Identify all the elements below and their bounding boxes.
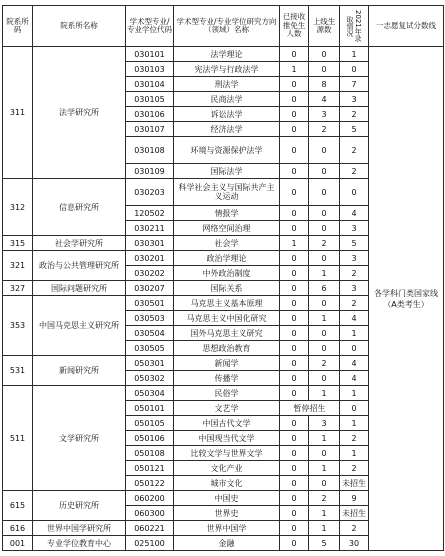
recommended-admits-cell: 0 xyxy=(280,506,309,521)
admissions-2021-cell: 0 xyxy=(340,401,369,416)
major-code-cell: 060200 xyxy=(126,491,174,506)
major-name-cell: 经济法学 xyxy=(174,122,280,137)
department-name-cell: 文学研究所 xyxy=(33,386,126,491)
major-name-cell: 宪法学与行政法学 xyxy=(174,62,280,77)
department-code-cell: 311 xyxy=(3,47,33,179)
recommended-admits-cell: 0 xyxy=(280,77,309,92)
qualified-applicants-cell: 6 xyxy=(309,281,340,296)
recommended-admits-cell: 0 xyxy=(280,164,309,179)
admissions-2021-cell: 4 xyxy=(340,206,369,221)
admissions-table xyxy=(2,5,444,551)
major-name-cell: 环境与资源保护法学 xyxy=(174,137,280,164)
admissions-2021-cell: 3 xyxy=(340,221,369,236)
major-name-cell: 文化产业 xyxy=(174,461,280,476)
recommended-admits-cell: 0 xyxy=(280,446,309,461)
department-code-cell: 321 xyxy=(3,251,33,281)
major-name-cell: 新闻学 xyxy=(174,356,280,371)
recommended-admits-cell: 0 xyxy=(280,311,309,326)
recommended-admits-cell: 0 xyxy=(280,356,309,371)
major-name-cell: 诉讼法学 xyxy=(174,107,280,122)
recommended-admits-cell: 0 xyxy=(280,341,309,356)
major-name-cell: 中国现当代文学 xyxy=(174,431,280,446)
major-code-cell: 025100 xyxy=(126,536,174,551)
major-name-cell: 金融 xyxy=(174,536,280,551)
major-code-cell: 030202 xyxy=(126,266,174,281)
major-name-cell: 网络空间治理 xyxy=(174,221,280,236)
admissions-2021-cell: 0 xyxy=(340,62,369,77)
major-code-cell: 030104 xyxy=(126,77,174,92)
qualified-applicants-cell: 2 xyxy=(309,356,340,371)
qualified-applicants-cell: 0 xyxy=(309,179,340,206)
recommended-admits-cell: 0 xyxy=(280,137,309,164)
qualified-applicants-cell: 4 xyxy=(309,92,340,107)
qualified-applicants-cell: 1 xyxy=(309,461,340,476)
admissions-2021-cell: 2 xyxy=(340,107,369,122)
major-name-cell: 文艺学 xyxy=(174,401,280,416)
major-code-cell: 060221 xyxy=(126,521,174,536)
qualified-applicants-cell: 1 xyxy=(309,521,340,536)
qualified-applicants-cell: 0 xyxy=(309,221,340,236)
major-name-cell: 中国史 xyxy=(174,491,280,506)
admissions-2021-cell: 2 xyxy=(340,164,369,179)
table-row xyxy=(3,47,444,62)
major-name-cell: 民商法学 xyxy=(174,92,280,107)
recommended-admits-cell: 0 xyxy=(280,296,309,311)
department-code-cell: 315 xyxy=(3,236,33,251)
table-body xyxy=(3,47,444,551)
recommended-admits-cell: 0 xyxy=(280,431,309,446)
major-code-cell: 030108 xyxy=(126,137,174,164)
qualified-applicants-cell: 8 xyxy=(309,77,340,92)
major-code-cell: 050122 xyxy=(126,476,174,491)
major-code-cell: 030207 xyxy=(126,281,174,296)
qualified-applicants-cell: 0 xyxy=(309,371,340,386)
major-name-cell: 民俗学 xyxy=(174,386,280,401)
major-code-cell: 050105 xyxy=(126,416,174,431)
major-code-cell: 030201 xyxy=(126,251,174,266)
header-major-code: 学术型专业/专业学位代码 xyxy=(126,6,174,47)
admissions-2021-cell: 7 xyxy=(340,77,369,92)
qualified-applicants-cell: 0 xyxy=(309,341,340,356)
major-name-cell: 政治学理论 xyxy=(174,251,280,266)
recommended-admits-cell: 1 xyxy=(280,236,309,251)
major-code-cell: 050121 xyxy=(126,461,174,476)
major-code-cell: 050304 xyxy=(126,386,174,401)
major-name-cell: 法学理论 xyxy=(174,47,280,62)
header-row xyxy=(3,6,444,47)
recommended-admits-cell: 0 xyxy=(280,266,309,281)
qualified-applicants-cell: 2 xyxy=(309,236,340,251)
major-name-cell: 传播学 xyxy=(174,371,280,386)
department-name-cell: 中国马克思主义研究所 xyxy=(33,296,126,356)
department-name-cell: 历史研究所 xyxy=(33,491,126,521)
admissions-2021-cell: 2 xyxy=(340,137,369,164)
qualified-applicants-cell: 0 xyxy=(309,206,340,221)
admissions-2021-cell: 5 xyxy=(340,122,369,137)
qualified-applicants-cell: 5 xyxy=(309,536,340,551)
recommended-admits-cell: 0 xyxy=(280,107,309,122)
major-code-cell: 120502 xyxy=(126,206,174,221)
cutoff-note-cell: 各学科门类国家线（A类考生） xyxy=(369,47,444,551)
recommended-admits-cell: 0 xyxy=(280,536,309,551)
header-qualified-applicants: 上线生源数 xyxy=(309,6,340,47)
qualified-applicants-cell: 0 xyxy=(309,62,340,77)
status-cell: 暂停招生 xyxy=(280,401,340,416)
admissions-2021-cell: 1 xyxy=(340,416,369,431)
qualified-applicants-cell: 0 xyxy=(309,137,340,164)
major-code-cell: 060300 xyxy=(126,506,174,521)
major-code-cell: 030203 xyxy=(126,179,174,206)
department-code-cell: 511 xyxy=(3,386,33,491)
admissions-2021-cell: 1 xyxy=(340,386,369,401)
admissions-2021-cell: 30 xyxy=(340,536,369,551)
major-code-cell: 030301 xyxy=(126,236,174,251)
major-name-cell: 国外马克思主义研究 xyxy=(174,326,280,341)
qualified-applicants-cell: 2 xyxy=(309,122,340,137)
major-code-cell: 030211 xyxy=(126,221,174,236)
department-name-cell: 信息研究所 xyxy=(33,179,126,236)
header-recommended-admits: 已接收推免生人数 xyxy=(280,6,309,47)
admissions-2021-cell: 2 xyxy=(340,266,369,281)
major-code-cell: 030109 xyxy=(126,164,174,179)
recommended-admits-cell: 0 xyxy=(280,386,309,401)
header-admissions-2021 xyxy=(340,6,369,47)
recommended-admits-cell: 0 xyxy=(280,416,309,431)
header-major-name: 学术型专业/专业学位研究方向（领域）名称 xyxy=(174,6,280,47)
major-name-cell: 社会学 xyxy=(174,236,280,251)
qualified-applicants-cell: 1 xyxy=(309,386,340,401)
recommended-admits-cell: 0 xyxy=(280,221,309,236)
qualified-applicants-cell: 1 xyxy=(309,311,340,326)
recommended-admits-cell: 0 xyxy=(280,326,309,341)
qualified-applicants-cell: 0 xyxy=(309,446,340,461)
admissions-2021-cell: 1 xyxy=(340,446,369,461)
admissions-2021-cell: 未招生 xyxy=(340,506,369,521)
department-code-cell: 327 xyxy=(3,281,33,296)
major-code-cell: 030106 xyxy=(126,107,174,122)
qualified-applicants-cell: 0 xyxy=(309,326,340,341)
major-name-cell: 刑法学 xyxy=(174,77,280,92)
qualified-applicants-cell: 0 xyxy=(309,251,340,266)
major-name-cell: 情报学 xyxy=(174,206,280,221)
admissions-2021-cell: 未招生 xyxy=(340,476,369,491)
department-name-cell: 世界中国学研究所 xyxy=(33,521,126,536)
major-name-cell: 马克思主义中国化研究 xyxy=(174,311,280,326)
department-name-cell: 社会学研究所 xyxy=(33,236,126,251)
recommended-admits-cell: 0 xyxy=(280,179,309,206)
admissions-2021-cell: 0 xyxy=(340,341,369,356)
major-code-cell: 030101 xyxy=(126,47,174,62)
major-name-cell: 中国古代文学 xyxy=(174,416,280,431)
recommended-admits-cell: 0 xyxy=(280,92,309,107)
header-cutoff-score: 一志愿复试分数线 xyxy=(369,6,444,47)
department-name-cell: 专业学位教育中心 xyxy=(33,536,126,551)
qualified-applicants-cell: 1 xyxy=(309,431,340,446)
admissions-2021-cell: 3 xyxy=(340,92,369,107)
recommended-admits-cell: 0 xyxy=(280,251,309,266)
admissions-2021-cell: 2 xyxy=(340,431,369,446)
major-code-cell: 030505 xyxy=(126,341,174,356)
recommended-admits-cell: 0 xyxy=(280,491,309,506)
major-name-cell: 城市文化 xyxy=(174,476,280,491)
major-code-cell: 050301 xyxy=(126,356,174,371)
department-code-cell: 616 xyxy=(3,521,33,536)
major-name-cell: 中外政治制度 xyxy=(174,266,280,281)
major-name-cell: 思想政治教育 xyxy=(174,341,280,356)
admissions-2021-cell: 4 xyxy=(340,311,369,326)
department-code-cell: 531 xyxy=(3,356,33,386)
major-code-cell: 030105 xyxy=(126,92,174,107)
admissions-2021-cell: 1 xyxy=(340,47,369,62)
admissions-2021-cell: 3 xyxy=(340,281,369,296)
major-code-cell: 050101 xyxy=(126,401,174,416)
recommended-admits-cell: 0 xyxy=(280,476,309,491)
major-code-cell: 050108 xyxy=(126,446,174,461)
qualified-applicants-cell: 1 xyxy=(309,266,340,281)
major-code-cell: 030503 xyxy=(126,311,174,326)
admissions-2021-cell: 1 xyxy=(340,326,369,341)
major-name-cell: 世界史 xyxy=(174,506,280,521)
major-code-cell: 030501 xyxy=(126,296,174,311)
recommended-admits-cell: 0 xyxy=(280,521,309,536)
major-name-cell: 马克思主义基本原理 xyxy=(174,296,280,311)
admissions-2021-cell: 2 xyxy=(340,296,369,311)
major-code-cell: 030504 xyxy=(126,326,174,341)
admissions-2021-cell: 4 xyxy=(340,356,369,371)
recommended-admits-cell: 0 xyxy=(280,461,309,476)
admissions-2021-cell: 5 xyxy=(340,236,369,251)
major-code-cell: 050106 xyxy=(126,431,174,446)
qualified-applicants-cell: 3 xyxy=(309,416,340,431)
department-name-cell: 政治与公共管理研究所 xyxy=(33,251,126,281)
major-code-cell: 030103 xyxy=(126,62,174,77)
department-name-cell: 国际问题研究所 xyxy=(33,281,126,296)
table-header xyxy=(3,6,444,47)
header-department-code: 院系所码 xyxy=(3,6,33,47)
header-admissions-2021-label: 2021年录取情况 xyxy=(346,10,362,42)
admissions-2021-cell: 0 xyxy=(340,179,369,206)
major-name-cell: 国际法学 xyxy=(174,164,280,179)
admissions-2021-cell: 3 xyxy=(340,251,369,266)
major-name-cell: 科学社会主义与国际共产主义运动 xyxy=(174,179,280,206)
qualified-applicants-cell: 3 xyxy=(309,107,340,122)
qualified-applicants-cell: 0 xyxy=(309,47,340,62)
qualified-applicants-cell: 2 xyxy=(309,491,340,506)
recommended-admits-cell: 1 xyxy=(280,62,309,77)
qualified-applicants-cell: 0 xyxy=(309,164,340,179)
department-code-cell: 615 xyxy=(3,491,33,521)
qualified-applicants-cell: 1 xyxy=(309,506,340,521)
recommended-admits-cell: 0 xyxy=(280,206,309,221)
department-code-cell: 312 xyxy=(3,179,33,236)
qualified-applicants-cell: 0 xyxy=(309,296,340,311)
major-code-cell: 050302 xyxy=(126,371,174,386)
admissions-2021-cell: 4 xyxy=(340,371,369,386)
recommended-admits-cell: 0 xyxy=(280,371,309,386)
major-name-cell: 世界中国学 xyxy=(174,521,280,536)
department-name-cell: 法学研究所 xyxy=(33,47,126,179)
department-name-cell: 新闻研究所 xyxy=(33,356,126,386)
recommended-admits-cell: 0 xyxy=(280,47,309,62)
qualified-applicants-cell: 0 xyxy=(309,476,340,491)
department-code-cell: 353 xyxy=(3,296,33,356)
admissions-2021-cell: 9 xyxy=(340,491,369,506)
major-name-cell: 国际关系 xyxy=(174,281,280,296)
major-code-cell: 030107 xyxy=(126,122,174,137)
recommended-admits-cell: 0 xyxy=(280,122,309,137)
department-code-cell: 001 xyxy=(3,536,33,551)
admissions-2021-cell: 2 xyxy=(340,521,369,536)
admissions-2021-cell: 2 xyxy=(340,461,369,476)
recommended-admits-cell: 0 xyxy=(280,281,309,296)
major-name-cell: 比较文学与世界文学 xyxy=(174,446,280,461)
header-department-name: 院系所名称 xyxy=(33,6,126,47)
